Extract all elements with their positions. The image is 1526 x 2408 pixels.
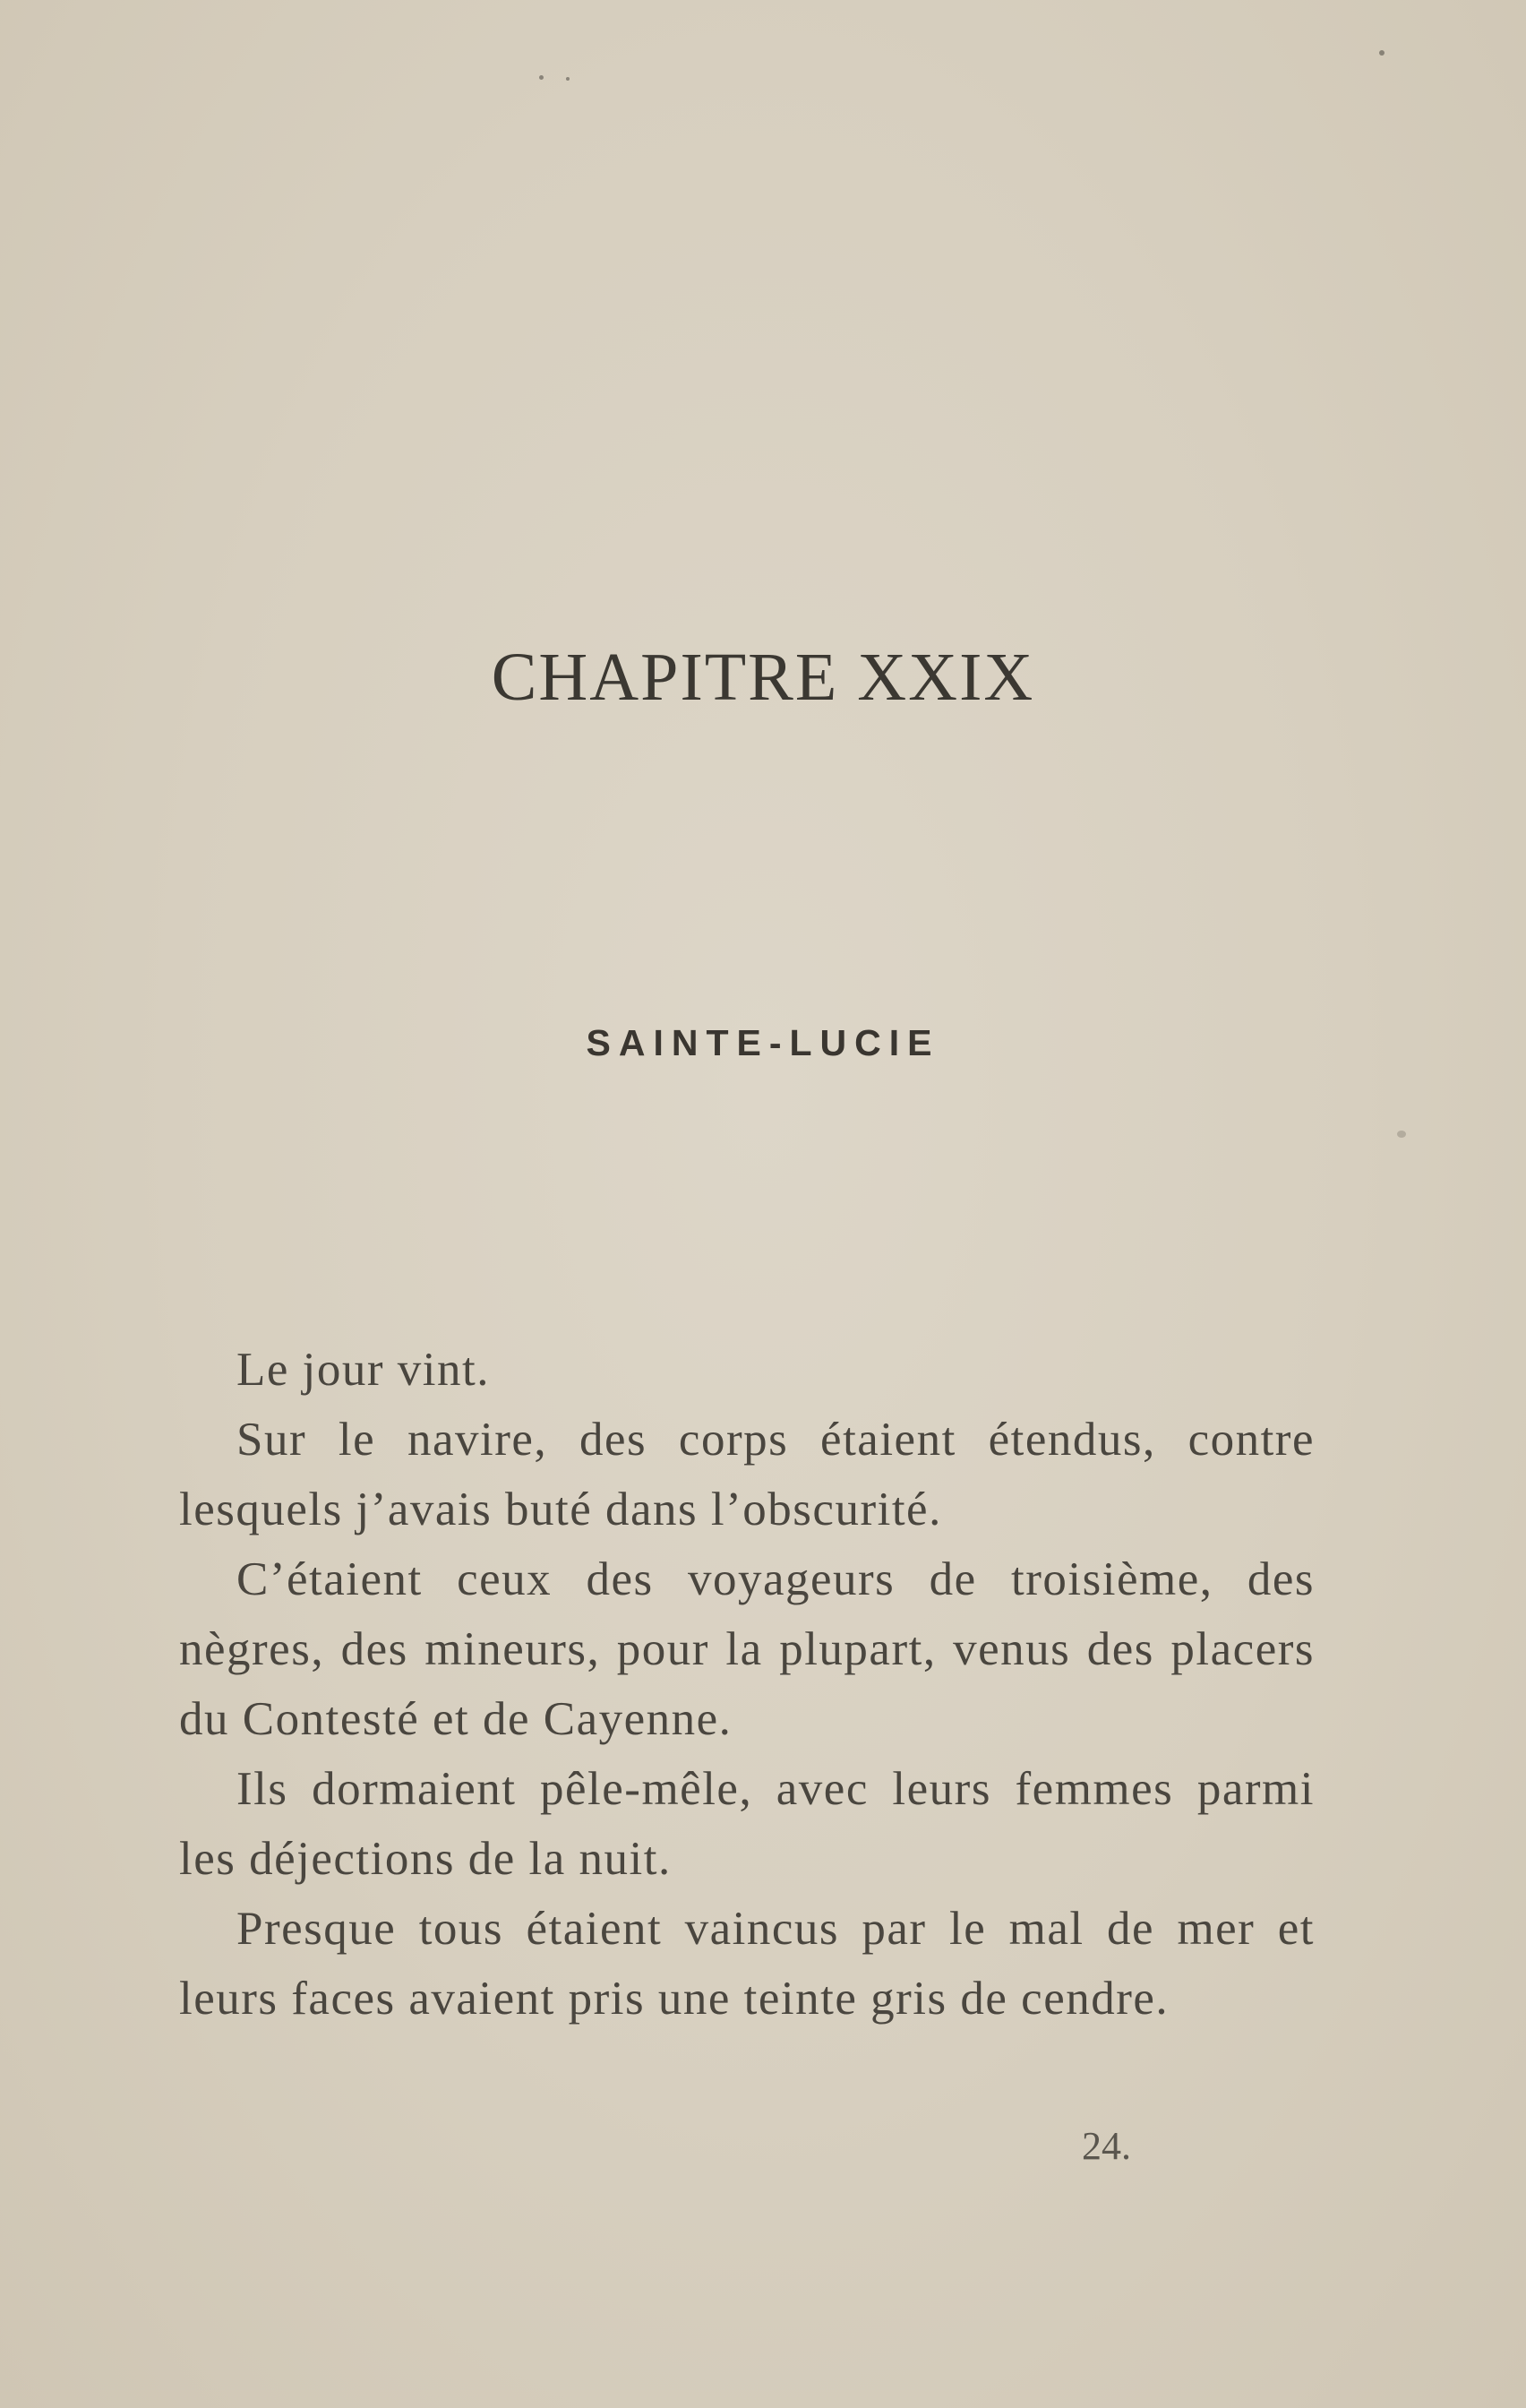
paragraph: C’étaient ceux des voyageurs de troisième, des nègres, des mineurs, pour la plupart, venus des placers du Contesté et de Cayenne. bbox=[179, 1553, 1315, 1745]
paragraph: Sur le navire, des corps étaient étendus, contre lesquels j’avais buté dans l’obscurité. bbox=[179, 1414, 1315, 1535]
paper-speck bbox=[1397, 1131, 1406, 1138]
section-title: SAINTE-LUCIE bbox=[586, 1022, 940, 1063]
body-text bbox=[179, 1335, 1315, 2034]
paper-speck bbox=[566, 77, 570, 81]
chapter-title: CHAPITRE XXIX bbox=[491, 640, 1035, 715]
paper-speck bbox=[539, 75, 544, 80]
paragraph: Le jour vint. bbox=[236, 1344, 490, 1396]
signature-mark: 24. bbox=[1082, 2124, 1131, 2168]
paragraph: Presque tous étaient vaincus par le mal de mer et leurs faces avaient pris une teinte gris de cendre. bbox=[179, 1903, 1315, 2025]
paper-speck bbox=[1379, 50, 1385, 56]
paragraph: Ils dormaient pêle-mêle, avec leurs femmes parmi les déjections de la nuit. bbox=[179, 1763, 1315, 1885]
